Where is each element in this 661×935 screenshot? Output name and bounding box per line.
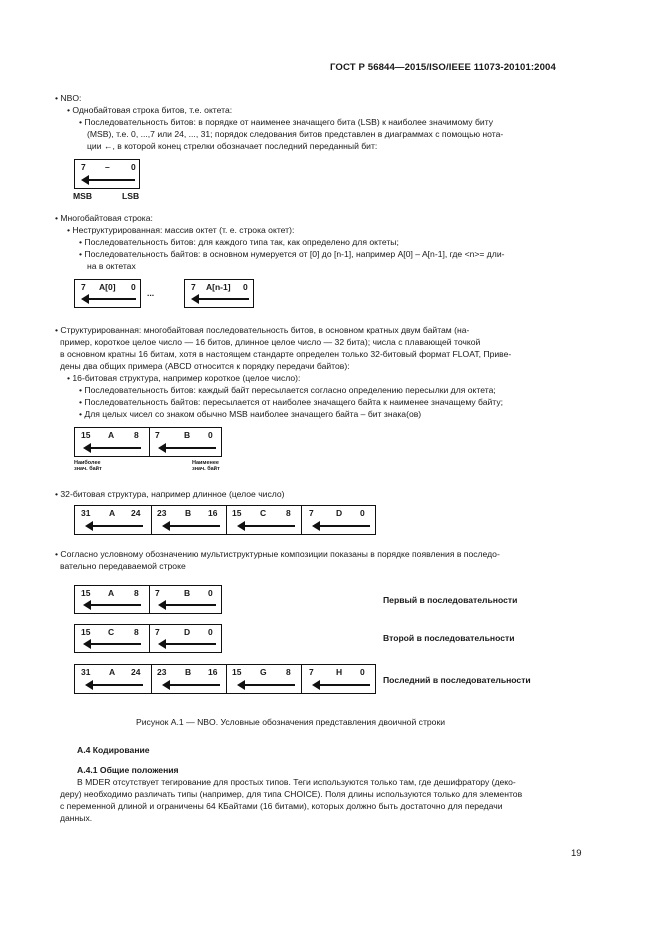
array-last-msb: 7 [191,282,196,292]
array-last-lsb: 0 [243,282,248,292]
sequence-first-label: Первый в последовательности [383,595,518,605]
byte-arrow [318,525,370,527]
array-first-name: A[0] [99,282,116,292]
sequence-first-diagram [74,585,222,614]
bit-label: 8 [134,430,139,440]
byte-name: B [185,667,192,677]
lsb-byte-note: Наименее знач. байт [192,460,220,472]
body-line-4: данных. [60,813,93,823]
array-last-arrow [197,298,249,300]
byte-name: H [336,667,343,677]
array-first-octet [74,279,141,308]
bit-label: 7 [155,430,160,440]
struct-32bit-diagram [74,505,376,535]
bit-label: 24 [131,667,141,677]
bit-label: 23 [157,667,167,677]
byte-cell-a [75,665,151,693]
bit-order-line-1: • Последовательность битов: в порядке от наименее значащего бита (LSB) к наиболее значимому биту [79,117,494,127]
bit-label: 31 [81,667,91,677]
figure-caption: Рисунок А.1 — NBO. Условные обозначения представления двоичной строки [136,717,446,727]
structured-line-2: пример, короткое целое число — 16 битов, длинное целое число — 32 бита); числа с плавающей точкой [60,337,481,347]
bit-label: 7 [155,627,160,637]
bullet-structured-line-1: • Структурированная: многобайтовая последовательность битов, в основном кратных двум байтам (на- [55,325,470,335]
bullet-16bit-bytes: • Последовательность байтов: пересылается от наиболее значащего байта к наименее значащему байту; [79,397,504,407]
section-heading-a4: А.4 Кодирование [77,745,150,755]
bit-order-line-2: (MSB), т.е. 0, ...,7 или 24, ..., 31; порядок следования битов представлен в диаграммах с помощью нота- [87,129,504,139]
array-first-lsb: 0 [131,282,136,292]
byte-name: A [108,430,115,440]
bullet-unstructured: • Неструктурированная: массив октет (т. е. строка октет): [67,225,295,235]
byte-seq-line-2: на в октетах [87,261,136,271]
msb-byte-note: Наиболее знач. байт [74,460,102,472]
byte-cell-a [75,506,151,534]
bit-label: 15 [232,667,242,677]
octet-dash: – [105,162,110,172]
bullet-octet: • Однобайтовая строка битов, т.е. октета: [67,105,233,115]
bullet-16bit-signed: • Для целых чисел со знаком обычно MSB наиболее значащего байта – бит знака(ов) [79,409,422,419]
byte-cell-b [149,586,222,613]
byte-arrow [168,684,220,686]
bit-label: 15 [81,627,91,637]
body-line-3: с переменной длиной и ограничены 64 КБайтами (16 битами), которых должно быть достаточно для передачи [60,801,503,811]
structured-line-4: дены два общих примера (ABCD относится к порядку передачи байтов): [60,361,350,371]
byte-cell-a [75,625,149,652]
bit-label: 8 [134,588,139,598]
array-first-arrow [87,298,136,300]
byte-arrow [168,525,220,527]
octet-diagram [74,159,140,189]
byte-cell-b [149,428,222,456]
sequence-second-label: Второй в последовательности [383,633,515,643]
byte-name: D [184,627,191,637]
document-header: ГОСТ Р 56844—2015/ISO/IEEE 11073-20101:2004 [330,62,556,73]
multistructure-line-2: вательно передаваемой строке [60,561,186,571]
bit-label: 24 [131,508,141,518]
bullet-byte-seq-line-1: • Последовательность байтов: в основном нумеруется от [0] до [n-1], например A[0] – A[n-1], где <n>= дли- [79,249,505,259]
byte-arrow [164,447,216,449]
bit-label: 23 [157,508,167,518]
bit-label: 8 [286,508,291,518]
byte-name: B [184,588,191,598]
bullet-16bit: • 16-битовая структура, например короткое (целое число): [67,373,301,383]
byte-arrow [318,684,370,686]
bit-label: 0 [360,508,365,518]
byte-name: B [185,508,192,518]
bit-label: 0 [208,588,213,598]
bit-label: 8 [286,667,291,677]
bit-label: 7 [155,588,160,598]
byte-name: A [109,667,116,677]
body-line-1: В MDER отсутствует тегирование для простых типов. Теги используются только там, где дешифратору (деко- [77,777,516,787]
bit-order-line-3: ции ←, в которой конец стрелки обозначает последний переданный бит: [87,141,378,151]
bit-label: 16 [208,508,218,518]
bit-label: 31 [81,508,91,518]
struct-16bit-diagram [74,427,222,457]
bit-label: 0 [360,667,365,677]
byte-arrow [164,643,216,645]
byte-cell-b [151,506,227,534]
byte-cell-c [226,665,302,693]
byte-cell-d [301,665,376,693]
byte-cell-d [301,506,376,534]
array-ellipsis: ... [147,288,155,298]
bullet-multibyte: • Многобайтовая строка: [55,213,153,223]
bit-label: 16 [208,667,218,677]
bit-label: 0 [208,627,213,637]
byte-arrow [89,604,141,606]
bit-label: 15 [81,430,91,440]
bullet-bit-seq-2: • Последовательность битов: для каждого типа так, как определено для октеты; [79,237,399,247]
octet-msb-bit: 7 [81,162,86,172]
byte-arrow [91,525,143,527]
sequence-last-diagram [74,664,376,694]
structured-line-3: в основном кратны 16 битам, хотя в настоящем стандарте определен только 32-битовый формат FLOAT, Приве- [60,349,512,359]
bit-label: 8 [134,627,139,637]
byte-arrow [91,684,143,686]
byte-cell-c [226,506,302,534]
byte-name: G [260,667,267,677]
byte-name: B [184,430,191,440]
body-line-2: деру) необходимо различать типы (например, для типа CHOICE). Поля длины используются только для элементов [60,789,523,799]
bit-label: 0 [208,430,213,440]
array-first-msb: 7 [81,282,86,292]
byte-name: A [109,508,116,518]
bit-label: 7 [309,667,314,677]
bullet-multistructure-line-1: • Согласно условному обозначению мультиструктурные композиции показаны в порядке появления в последо- [55,549,500,559]
bit-label: 15 [232,508,242,518]
byte-arrow [89,643,141,645]
octet-arrow [87,179,135,181]
byte-cell-a [75,586,149,613]
page-number: 19 [571,848,582,859]
byte-name: D [336,508,343,518]
byte-cell-a [75,428,149,456]
byte-cell-b [151,665,227,693]
byte-arrow [164,604,216,606]
bullet-16bit-bits: • Последовательность битов: каждый байт пересылается согласно определению пересылки для октета; [79,385,496,395]
bit-label: 7 [309,508,314,518]
byte-name: C [108,627,115,637]
bullet-nbo: • NBO: [55,93,82,103]
sequence-second-diagram [74,624,222,653]
byte-arrow [89,447,141,449]
sequence-last-label: Последний в последовательности [383,675,531,685]
byte-cell-b [149,625,222,652]
array-last-octet [184,279,254,308]
octet-lsb-bit: 0 [131,162,136,172]
section-heading-a41: А.4.1 Общие положения [77,765,179,775]
lsb-label: LSB [122,191,140,201]
byte-name: A [108,588,115,598]
bit-label: 15 [81,588,91,598]
bullet-32bit: • 32-битовая структура, например длинное (целое число) [55,489,285,499]
byte-arrow [243,525,295,527]
msb-label: MSB [73,191,93,201]
byte-arrow [243,684,295,686]
array-last-name: A[n-1] [206,282,231,292]
byte-name: C [260,508,267,518]
